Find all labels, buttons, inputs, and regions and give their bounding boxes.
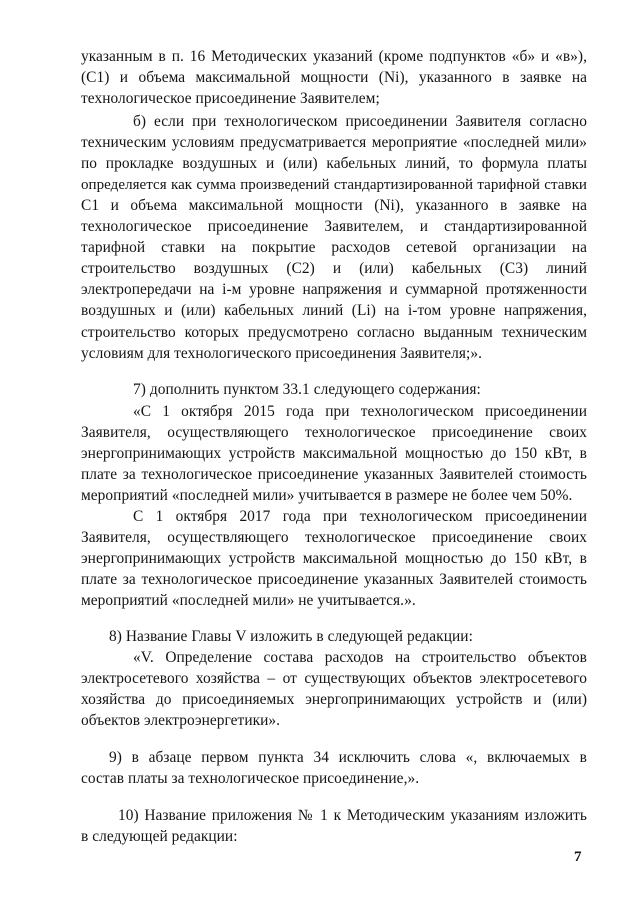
- text-line: «V. Определение состава расходов на строительство объектов: [133, 649, 587, 666]
- text-line: тарифной ставки на покрытие расходов сетевой организации на: [81, 239, 587, 257]
- text-line: мероприятий «последней мили» учитывается в размере не более чем 50%.: [81, 486, 573, 504]
- text-line: по прокладке воздушных и (или) кабельных линий, то формула платы: [81, 155, 587, 172]
- text-line: энергопринимающих устройств максимальной мощностью до 150 кВт, в: [81, 549, 587, 567]
- text-line: С1 и объема максимальной мощности (Ni), указанного в заявке на: [81, 197, 587, 215]
- text-line: объектов электроэнергетики».: [81, 712, 281, 730]
- text-line: энергопринимающих устройств максимальной мощностью до 150 кВт, в: [81, 444, 587, 462]
- text-line: указанным в п. 16 Методических указаний (кроме подпунктов «б» и «в»),: [81, 48, 587, 65]
- text-line: 8) Название Главы V изложить в следующей редакции:: [109, 628, 473, 645]
- text-line: технологическое присоединение Заявителем, и стандартизированной: [81, 218, 587, 236]
- text-line: техническим условиям предусматривается мероприятие «последней мили»: [81, 134, 587, 151]
- text-line: С 1 октября 2017 года при технологическом присоединении: [133, 507, 587, 525]
- text-line: плате за технологическое присоединение указанных Заявителей стоимость: [81, 465, 587, 483]
- text-line: в следующей редакции:: [81, 828, 238, 845]
- text-line: определяется как сумма произведений стандартизированной тарифной ставки: [81, 177, 587, 194]
- text-line: мероприятий «последней мили» не учитывается.».: [81, 592, 416, 609]
- text-line: 9) в абзаце первом пункта 34 исключить слова «, включаемых в: [109, 749, 587, 766]
- text-line: плате за технологическое присоединение указанных Заявителей стоимость: [81, 570, 587, 588]
- text-line: Заявителя, осуществляющего технологическое присоединение своих: [81, 423, 587, 441]
- text-line: условиям для технологического присоединения Заявителя;».: [81, 344, 482, 362]
- text-line: «С 1 октября 2015 года при технологическом присоединении: [133, 402, 587, 420]
- text-line: (С1) и объема максимальной мощности (Ni), указанного в заявке на: [81, 69, 587, 87]
- text-line: воздушных и (или) кабельных линий (Li) на i-том уровне напряжения,: [81, 302, 587, 320]
- text-line: состав платы за технологическое присоединение,».: [81, 770, 420, 788]
- page-number: 7: [574, 849, 582, 865]
- text-line: б) если при технологическом присоединении Заявителя согласно: [133, 112, 587, 130]
- text-line: технологическое присоединение Заявителем;: [81, 90, 380, 108]
- text-line: хозяйства до присоединяемых энергопринимающих устройств и (или): [81, 691, 587, 709]
- text-line: строительство которых предусмотрено согласно выданным техническим: [81, 323, 587, 341]
- text-line: 7) дополнить пунктом 33.1 следующего содержания:: [133, 381, 481, 399]
- text-line: 10) Название приложения № 1 к Методическим указаниям изложить: [118, 806, 587, 824]
- text-line: Заявителя, осуществляющего технологическое присоединение своих: [81, 528, 587, 546]
- text-line: электропередачи на i-м уровне напряжения и суммарной протяженности: [81, 281, 587, 299]
- text-line: электросетевого хозяйства – от существующих объектов электросетевого: [81, 670, 587, 688]
- text-line: строительство воздушных (С2) и (или) кабельных (С3) линий: [81, 260, 587, 278]
